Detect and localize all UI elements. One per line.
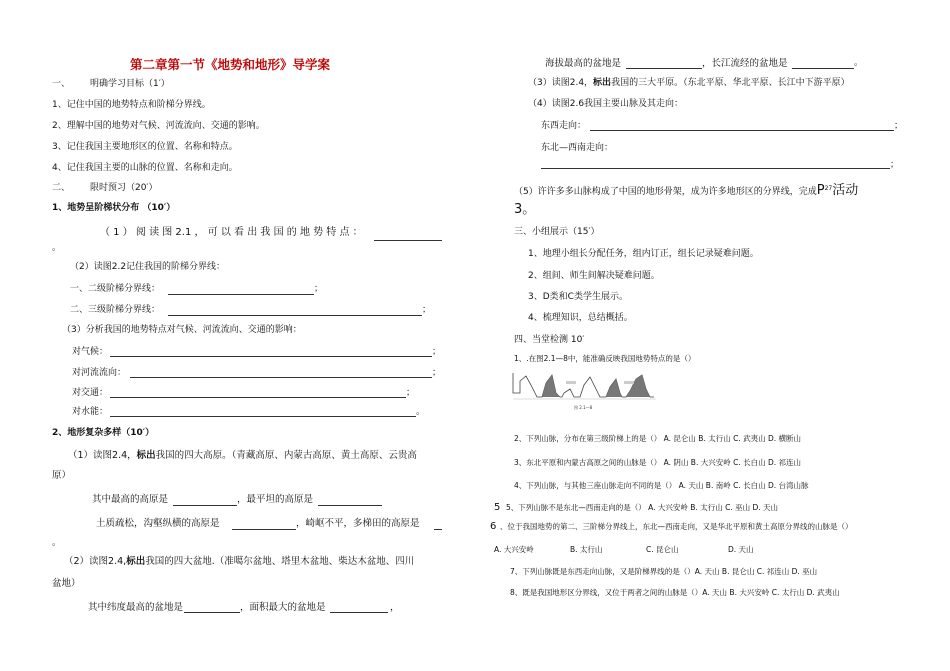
goal-item: 4、记住我国主要的山脉的位置、名称和走向。 <box>52 163 238 173</box>
question-2-1 <box>68 450 417 461</box>
goal-item: 2、理解中国的地势对气候、河流流向、交通的影响。 <box>52 121 265 131</box>
answer-blank[interactable] <box>434 529 442 530</box>
label-flattest-plateau: ，最平坦的高原是 <box>237 494 314 505</box>
question-2-3-prefix: （3）读图2.4， <box>528 78 594 88</box>
label-step-2-3: 二、三级阶梯分界线： <box>70 305 161 315</box>
test-question-6: 、位于我国地势的第二、三阶梯分界线上，东北—西南走向，又是华北平原和黄土高原分界线的山脉是（） <box>500 522 853 531</box>
answer-blank[interactable] <box>590 130 894 131</box>
question-2-5 <box>514 183 858 199</box>
question-2-3 <box>528 78 850 89</box>
answer-blank[interactable] <box>541 168 890 169</box>
test-question-6-option: B. 太行山 <box>570 545 603 554</box>
punctuation: ； <box>432 347 442 357</box>
activity-label: 活动 <box>832 183 859 198</box>
test-question-5: 5、下列山脉不是东北—西南走向的是（） A. 大兴安岭 B. 太行山 C. 巫山 D. 天山 <box>506 503 779 512</box>
test-question-6-option: A. 大兴安岭 <box>494 545 534 554</box>
question-2-1-text: 我国的四大高原。（青藏高原、内蒙古高原、黄土高原、云贵高 <box>155 450 417 461</box>
answer-blank[interactable] <box>110 356 432 357</box>
test-question-4: 4、下列山脉，与其他三座山脉走向不同的是（） A. 天山 B. 南岭 C. 长白山 D. 台湾山脉 <box>514 481 809 490</box>
question-2-1-prefix: （1）读图2.4， <box>68 450 137 461</box>
question-2-5-text: （5）许许多多山脉构成了中国的地形骨架，成为许多地形区的分界线，完成 <box>514 187 817 197</box>
activity-number-value: 3 <box>514 202 523 217</box>
label-river: 对河流流向： <box>72 368 127 378</box>
punctuation: 。 <box>522 202 536 217</box>
section-3-heading: 三、小组展示（15′） <box>514 227 600 237</box>
sea-level-label-box <box>566 381 576 384</box>
test-question-6-option: C. 昆仑山 <box>646 545 679 554</box>
question-2-2-prefix: （2）读图2.4, <box>64 556 127 567</box>
question-2-2-text: 我国的四大盆地.（准噶尔盆地、塔里木盆地、柴达木盆地、四川 <box>145 556 415 567</box>
answer-blank[interactable] <box>318 505 382 506</box>
test-question-1: 1、.在图2.1—8中，能准确反映我国地势特点的是（） <box>514 354 696 363</box>
test-question-5-marker: 5 <box>494 502 501 513</box>
page-title: 第二章第一节《地势和地形》导学案 <box>130 57 331 72</box>
question-2-4: （4）读图2.6我国主要山脉及其走向： <box>528 99 684 109</box>
punctuation: ； <box>890 160 900 170</box>
question-1-2: （2）读图2.2记住我国的阶梯分界线： <box>70 262 226 272</box>
group-step: 1、地理小组长分配任务，组内订正，组长记录疑难问题。 <box>528 249 759 259</box>
punctuation: 。 <box>416 407 426 417</box>
answer-blank[interactable] <box>232 529 296 530</box>
punctuation: ， <box>390 602 400 613</box>
page-ref: P <box>816 183 825 198</box>
part-2-heading: 2、地形复杂多样（10′） <box>52 428 155 438</box>
answer-blank[interactable] <box>184 612 240 613</box>
answer-blank[interactable] <box>792 68 854 69</box>
mark-emphasis: 标出 <box>136 450 156 461</box>
part-1-heading: 1、地势呈阶梯状分布 （10′） <box>52 203 176 213</box>
page-number: 27 <box>824 185 833 192</box>
label-northeast-southwest: 东北—西南走向： <box>541 143 614 153</box>
question-2-1-wrap: 原） <box>52 470 72 481</box>
test-question-2: 2、下列山脉，分布在第三级阶梯上的是（） A. 昆仑山 B. 太行山 C. 武夷山 D. 横断山 <box>514 434 802 443</box>
answer-blank[interactable] <box>330 612 388 613</box>
section-2-number: 二、 <box>52 183 71 193</box>
answer-blank[interactable] <box>130 377 432 378</box>
mark-emphasis: 标出 <box>593 78 612 88</box>
answer-blank[interactable] <box>626 68 702 69</box>
punctuation: ； <box>406 388 416 398</box>
question-1-1-end: 。 <box>52 243 62 253</box>
label-highest-plateau: 其中最高的高原是 <box>92 494 169 505</box>
goal-item: 3、记住我国主要地形区的位置、名称和特点。 <box>52 142 238 152</box>
group-step: 4、梳理知识，总结概括。 <box>528 313 633 323</box>
test-question-6-option: D. 天山 <box>728 545 754 554</box>
answer-blank[interactable] <box>168 294 314 295</box>
punctuation: ； <box>314 284 324 294</box>
question-2-2-wrap: 盆地） <box>52 578 81 589</box>
question-2-1-end: 。 <box>52 538 62 548</box>
label-loess-plateau: 土质疏松，沟壑纵横的高原是 <box>96 518 220 529</box>
answer-blank[interactable] <box>110 397 406 398</box>
section-1-number: 一、 <box>52 79 71 89</box>
label-climate: 对气候： <box>72 347 109 357</box>
mark-emphasis: 标出 <box>126 556 146 567</box>
sea-level-label-box <box>624 381 634 384</box>
label-yangtze-basin: ，长江流经的盆地是 <box>702 58 788 69</box>
label-traffic: 对交通： <box>72 388 109 398</box>
test-question-3: 3、东北平原和内蒙古高原之间的山脉是（） A. 阴山 B. 大兴安岭 C. 长白山 D. 祁连山 <box>514 458 802 467</box>
section-4-heading: 四、当堂检测 10′ <box>514 335 585 345</box>
test-question-8: 8、既是我国地形区分界线，又位于两者之间的山脉是（）A. 天山 B. 大兴安岭 C. 太行山 D. 武夷山 <box>510 588 840 597</box>
label-largest-basin: ，面积最大的盆地是 <box>240 602 326 613</box>
group-step: 2、组间、师生间解决疑难问题。 <box>528 271 660 281</box>
answer-blank[interactable] <box>374 240 442 241</box>
label-east-west: 东西走向： <box>541 121 587 131</box>
question-2-2 <box>64 556 414 567</box>
test-question-6-marker: 6 <box>490 521 497 532</box>
group-step: 3、D类和C类学生展示。 <box>528 292 628 302</box>
figure-caption: 图 2.1—8 <box>574 405 593 410</box>
section-1-heading: 明确学习目标（1′） <box>90 79 170 89</box>
terrain-profile-figure <box>510 367 658 411</box>
question-2-3-text: 我国的三大平原。（东北平原、华北平原、长江中下游平原） <box>611 78 850 88</box>
goal-item: 1、记住中国的地势特点和阶梯分界线。 <box>52 100 211 110</box>
punctuation: ； <box>432 368 442 378</box>
label-hydropower: 对水能： <box>72 407 109 417</box>
label-highest-basin: 海拔最高的盆地是 <box>545 58 622 69</box>
punctuation: ； <box>894 121 904 131</box>
label-northernmost-basin: 其中纬度最高的盆地是 <box>88 602 184 613</box>
label-rugged-plateau: ，崎岖不平，多梯田的高原是 <box>296 518 420 529</box>
punctuation: 。 <box>854 58 864 68</box>
activity-number <box>514 202 535 218</box>
punctuation: ； <box>422 305 432 315</box>
label-step-1-2: 一、二级阶梯分界线： <box>70 284 161 294</box>
section-2-heading: 限时预习（20′） <box>90 183 158 193</box>
question-1-1: （ 1 ） 阅 读 图 2.1 ， 可 以 看 出 我 国 的 地 势 特 点 ： <box>100 227 363 238</box>
answer-blank[interactable] <box>173 505 237 506</box>
answer-blank[interactable] <box>168 315 422 316</box>
test-question-7: 7、下列山脉既是东西走向山脉，又是阶梯界线的是（）A. 天山 B. 昆仑山 C. 祁连山 D. 巫山 <box>510 567 818 576</box>
question-1-3: （3）分析我国的地势特点对气候、河流流向、交通的影响： <box>62 325 302 335</box>
answer-blank[interactable] <box>110 416 416 417</box>
